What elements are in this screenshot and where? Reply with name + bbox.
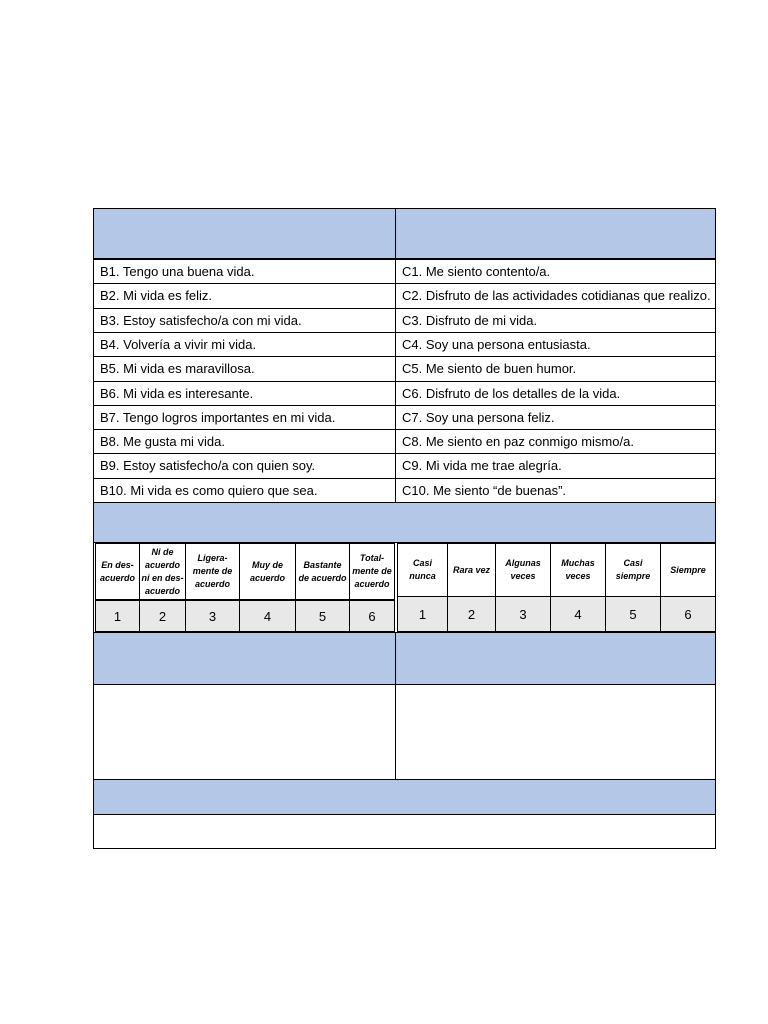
scale_b-option-6[interactable]: 6 xyxy=(349,600,395,632)
item-c-3: C3. Disfruto de mi vida. xyxy=(395,308,716,333)
item-b-9: B9. Estoy satisfecho/a con quien soy. xyxy=(93,453,396,479)
section-c-lower-header xyxy=(395,632,716,685)
scale_b-option-5[interactable]: 5 xyxy=(295,600,350,632)
item-b-2: B2. Mi vida es feliz. xyxy=(93,283,396,309)
scale_b-label-3: Ligera-mente de acuerdo xyxy=(185,543,240,600)
scale_b-option-4[interactable]: 4 xyxy=(239,600,296,632)
section-c-header xyxy=(395,208,716,259)
item-b-4: B4. Volvería a vivir mi vida. xyxy=(93,332,396,357)
scale_b-label-4: Muy de acuerdo xyxy=(239,543,296,600)
item-b-3: B3. Estoy satisfecho/a con mi vida. xyxy=(93,308,396,333)
scale_c-label-6: Siempre xyxy=(660,543,716,597)
scale_c-option-3[interactable]: 3 xyxy=(495,596,551,632)
item-c-9: C9. Mi vida me trae alegría. xyxy=(395,453,716,479)
scale_b-option-1[interactable]: 1 xyxy=(95,600,140,632)
item-c-4: C4. Soy una persona entusiasta. xyxy=(395,332,716,357)
scale_c-label-2: Rara vez xyxy=(447,543,496,597)
scale_c-option-6[interactable]: 6 xyxy=(660,596,716,632)
item-c-7: C7. Soy una persona feliz. xyxy=(395,405,716,430)
item-c-8: C8. Me siento en paz conmigo mismo/a. xyxy=(395,429,716,454)
scale_c-option-2[interactable]: 2 xyxy=(447,596,496,632)
scale-header-band xyxy=(93,502,716,543)
scale_c-label-5: Casi siempre xyxy=(605,543,661,597)
scale_b-option-2[interactable]: 2 xyxy=(139,600,186,632)
scale_b-label-5: Bastante de acuerdo xyxy=(295,543,350,600)
item-c-6: C6. Disfruto de los detalles de la vida. xyxy=(395,381,716,406)
scale_c-option-1[interactable]: 1 xyxy=(397,596,448,632)
scale_c-option-5[interactable]: 5 xyxy=(605,596,661,632)
item-b-5: B5. Mi vida es maravillosa. xyxy=(93,356,396,382)
scale_c-label-3: Algunas veces xyxy=(495,543,551,597)
scale_c-option-4[interactable]: 4 xyxy=(550,596,606,632)
scale_b-label-6: Total-mente de acuerdo xyxy=(349,543,395,600)
scale_c-label-1: Casi nunca xyxy=(397,543,448,597)
scale_c-label-4: Muchas veces xyxy=(550,543,606,597)
bottom-header-band xyxy=(93,779,716,815)
scale_b-option-3[interactable]: 3 xyxy=(185,600,240,632)
item-c-1: C1. Me siento contento/a. xyxy=(395,259,716,284)
item-b-6: B6. Mi vida es interesante. xyxy=(93,381,396,406)
item-b-7: B7. Tengo logros importantes en mi vida. xyxy=(93,405,396,430)
section-b-answer-area[interactable] xyxy=(93,684,396,780)
item-b-1: B1. Tengo una buena vida. xyxy=(93,259,396,284)
item-b-10: B10. Mi vida es como quiero que sea. xyxy=(93,478,396,503)
bottom-answer-area[interactable] xyxy=(93,814,716,849)
section-c-answer-area[interactable] xyxy=(395,684,716,780)
scale_b-label-2: Ni de acuerdo ni en des-acuerdo xyxy=(139,543,186,600)
item-b-8: B8. Me gusta mi vida. xyxy=(93,429,396,454)
section-b-lower-header xyxy=(93,632,396,685)
section-b-header xyxy=(93,208,396,259)
item-c-2: C2. Disfruto de las actividades cotidianas que realizo. xyxy=(395,283,716,309)
item-c-5: C5. Me siento de buen humor. xyxy=(395,356,716,382)
scale_b-label-1: En des-acuerdo xyxy=(95,543,140,600)
item-c-10: C10. Me siento “de buenas”. xyxy=(395,478,716,503)
